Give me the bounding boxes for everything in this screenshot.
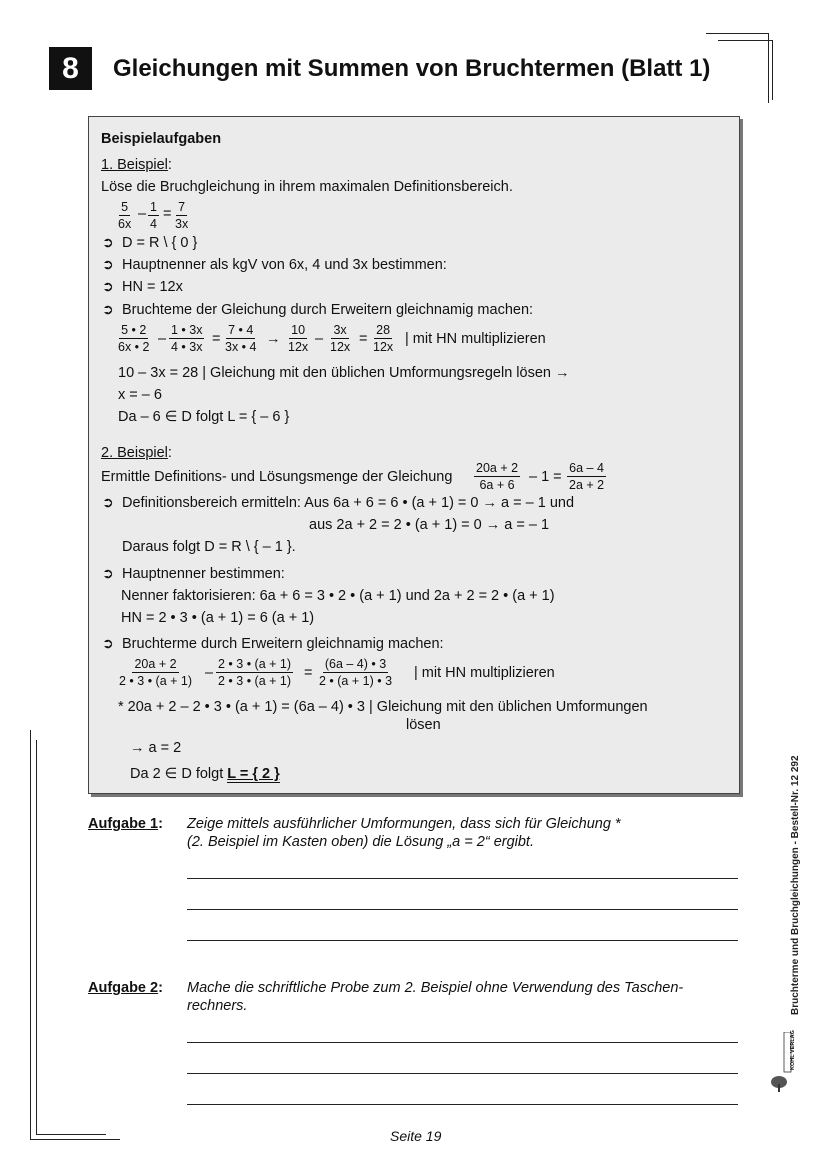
frame-line-left2 [36, 740, 37, 1135]
ex2-ext-eq: = [304, 665, 313, 681]
ex1-step3: HN = 12x [122, 279, 183, 295]
ex1-ext-frac-f: $\frac{28}{12x}$ [373, 323, 394, 354]
ex1-ext-note: | mit HN multiplizieren [405, 331, 546, 347]
sidebar-text: Bruchterme und Bruchgleichungen - Bestell-Nr. 12 292 [790, 755, 801, 1015]
ex1-result2: x = – 6 [118, 387, 162, 403]
frame-line-top [706, 33, 768, 34]
task2-line1: Mache die schriftliche Probe zum 2. Beispiel ohne Verwendung des Taschen- [187, 980, 684, 996]
ex2-def1: Definitionsbereich ermitteln: Aus 6a + 6 = 6 • (a + 1) = 0 → a = – 1 und [122, 495, 575, 511]
answer-line[interactable] [187, 1042, 738, 1043]
logo-text: KOHL VERLAG [790, 1030, 796, 1070]
example2-label-line [101, 444, 172, 462]
ex1-ext-arrow: → [266, 331, 281, 347]
ex1-ext-frac-b: $\frac{1 • 3x}{4 • 3x}$ [171, 323, 203, 354]
example1-label: 1. Beispiel [101, 157, 168, 173]
task2-label: Aufgabe 2 [88, 980, 159, 996]
chapter-number: 8 [49, 47, 92, 90]
ex1-result3: Da – 6 ∈ D folgt L = { – 6 } [118, 409, 290, 425]
arrow-bullet-icon: ➲ [102, 635, 114, 651]
ex1-ext-minus2: – [315, 331, 324, 347]
arrow-bullet-icon: ➲ [102, 565, 114, 581]
publisher-logo [770, 1030, 796, 1092]
ex2-hn2: Nenner faktorisieren: 6a + 6 = 3 • 2 • (a + 1) und 2a + 2 = 2 • (a + 1) [121, 588, 555, 604]
ex2-frac-2: $\frac{6a - 4}{2a + 2}$ [569, 461, 605, 492]
ex1-frac-2: $\frac{1}{4}$ [150, 200, 157, 231]
tree-logo-icon [770, 1032, 792, 1092]
example1-task: Löse die Bruchgleichung in ihrem maximalen Definitionsbereich. [101, 179, 513, 195]
answer-line[interactable] [187, 1073, 738, 1074]
frame-line-left [30, 730, 31, 1140]
ex1-step4: Bruchteme der Gleichung durch Erweitern gleichnamig machen: [122, 302, 534, 318]
ex1-ext-frac-c: $\frac{7 • 4}{3x • 4}$ [225, 323, 257, 354]
ex2-ext-frac-a: $\frac{20a + 2}{2 • 3 • (a + 1)}$ [119, 657, 193, 688]
ex2-def2: aus 2a + 2 = 2 • (a + 1) = 0 → a = – 1 [309, 517, 550, 533]
ex2-hn1: Hauptnenner bestimmen: [122, 566, 285, 582]
ex1-result1: 10 – 3x = 28 | Gleichung mit den üblichen Umformungsregeln lösen → [118, 365, 570, 381]
answer-line[interactable] [187, 909, 738, 910]
ex2-ext-frac-c: $\frac{(6a - 4) • 3}{2 • (a + 1) • 3}$ [319, 657, 393, 688]
arrow-bullet-icon: ➲ [102, 278, 114, 294]
ex2-result2: → a = 2 [130, 740, 182, 756]
ex1-minus: – [138, 206, 147, 222]
ex2-eq-mid: – 1 = [529, 469, 562, 485]
frame-line-bottom [30, 1139, 120, 1140]
ex2-ext-intro: Bruchterme durch Erweitern gleichnamig machen: [122, 636, 444, 652]
task2-line2: rechners. [187, 998, 248, 1014]
ex1-ext-frac-d: $\frac{10}{12x}$ [288, 323, 309, 354]
ex2-solution: L = { 2 } [227, 766, 280, 782]
frame-line-bottom2 [36, 1134, 106, 1135]
ex2-result3: Da 2 ∈ D folgt L = { 2 } [130, 766, 280, 782]
page-number: Seite 19 [390, 1128, 442, 1144]
example2-task: Ermittle Definitions- und Lösungsmenge der Gleichung [101, 469, 453, 485]
ex2-hn3: HN = 2 • 3 • (a + 1) = 6 (a + 1) [121, 610, 315, 626]
ex1-ext-frac-e: $\frac{3x}{12x}$ [330, 323, 351, 354]
example2-colon: : [167, 445, 172, 461]
ex1-frac-3: $\frac{7}{3x}$ [175, 200, 189, 231]
ex1-equals: = [163, 206, 172, 222]
example2-label: 2. Beispiel [101, 445, 168, 461]
ex2-def3: Daraus folgt D = R \ { – 1 }. [122, 539, 296, 555]
ex1-ext-frac-a: $\frac{5 • 2}{6x • 2}$ [118, 323, 150, 354]
ex1-frac-1: $\frac{5}{6x}$ [118, 200, 132, 231]
ex2-ext-minus: – [205, 665, 214, 681]
ex1-step1: D = R \ { 0 } [122, 235, 198, 251]
ex2-result1b: lösen [406, 717, 441, 733]
ex2-result1: * 20a + 2 – 2 • 3 • (a + 1) = (6a – 4) • 3 | Gleichung mit den üblichen Umformungen [118, 699, 648, 715]
arrow-bullet-icon: ➲ [102, 256, 114, 272]
task1-label-line: Aufgabe 1: [88, 816, 163, 832]
task2-label-line: Aufgabe 2: [88, 980, 163, 996]
ex2-ext-note: | mit HN multiplizieren [414, 665, 555, 681]
task1-label: Aufgabe 1 [88, 816, 159, 832]
frame-line-right [768, 33, 769, 103]
answer-line[interactable] [187, 1104, 738, 1105]
arrow-bullet-icon: ➲ [102, 234, 114, 250]
ex1-step2: Hauptnenner als kgV von 6x, 4 und 3x bestimmen: [122, 257, 447, 273]
task1-line2: (2. Beispiel im Kasten oben) die Lösung „a = 2“ ergibt. [187, 834, 534, 850]
frame-line-top2 [718, 40, 772, 41]
arrow-bullet-icon: ➲ [102, 301, 114, 317]
task1-line1: Zeige mittels ausführlicher Umformungen, dass sich für Gleichung * [187, 816, 621, 832]
frame-line-right2 [772, 40, 773, 100]
answer-line[interactable] [187, 940, 738, 941]
ex2-ext-frac-b: $\frac{2 • 3 • (a + 1)}{2 • 3 • (a + 1)}$ [218, 657, 292, 688]
ex1-ext-eq1: = [212, 331, 221, 347]
answer-line[interactable] [187, 878, 738, 879]
page-title: Gleichungen mit Summen von Bruchtermen (Blatt 1) [113, 55, 711, 82]
ex1-ext-minus1: – [158, 331, 167, 347]
ex2-frac-1: $\frac{20a + 2}{6a + 6}$ [476, 461, 519, 492]
box-heading: Beispielaufgaben [101, 131, 222, 147]
example1-label-line [101, 156, 172, 174]
arrow-bullet-icon: ➲ [102, 494, 114, 510]
example1-colon: : [167, 157, 172, 173]
ex1-ext-eq2: = [359, 331, 368, 347]
